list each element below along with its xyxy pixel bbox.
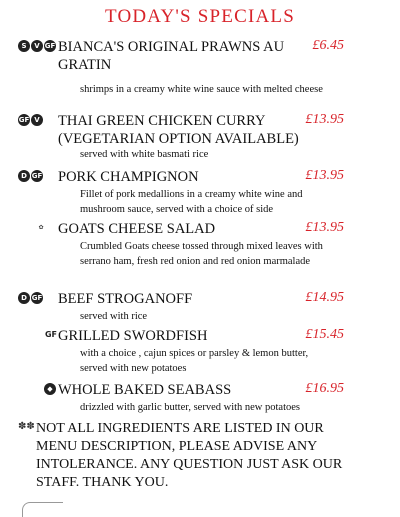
item-price: £15.45 (305, 327, 344, 342)
allergen-note-icon: ✽✽ (18, 421, 35, 432)
item-description: shrimps in a creamy white wine sauce with melted cheese (80, 84, 323, 95)
item-description: served with white basmati rice (80, 149, 209, 160)
allergen-note: NOT ALL INGREDIENTS ARE LISTED IN OUR MENU DESCRIPTION, PLEASE ADVISE ANY INTOLERANCE. ANY QUESTION JUST ASK OUR STAFF. THANK YOU. (36, 421, 343, 490)
item-description: Fillet of pork medallions in a creamy white wine and mushroom sauce, served with a choice of side (80, 189, 303, 215)
fish-icon: ◆ (44, 383, 56, 395)
item-description: with a choice , cajun spices or parsley & lemon butter, served with new potatoes (80, 348, 309, 374)
item-name: BIANCA'S ORIGINAL PRAWNS AU GRATIN (58, 39, 285, 73)
gluten-free-icon: GF (31, 294, 43, 302)
item-name: GOATS CHEESE SALAD (58, 221, 216, 237)
restaurant-logo (22, 502, 63, 517)
item-name: GRILLED SWORDFISH (58, 328, 208, 344)
item-description: Crumbled Goats cheese tossed through mixed leaves with serrano ham, fresh red onion and red onion marmalade (80, 241, 323, 267)
vegetarian-icon: V (31, 114, 43, 126)
dairy-icon: D (18, 170, 30, 182)
item-name: BEEF STROGANOFF (58, 291, 193, 307)
item-description: served with rice (80, 311, 148, 322)
page-title: TODAY'S SPECIALS (105, 6, 295, 27)
item-name: PORK CHAMPIGNON (58, 169, 199, 185)
vegetarian-icon: V (31, 40, 43, 52)
gluten-free-icon: GF (44, 330, 58, 339)
dairy-icon: D (18, 292, 30, 304)
item-name: THAI GREEN CHICKEN CURRY (VEGETARIAN OPTION AVAILABLE) (58, 113, 299, 147)
logo-icon: ✿ (38, 224, 44, 231)
item-description: drizzled with garlic butter, served with new potatoes (80, 402, 301, 413)
item-price: £16.95 (305, 381, 344, 396)
item-price: £13.95 (305, 220, 344, 235)
shellfish-icon: S (18, 40, 30, 52)
item-name: WHOLE BAKED SEABASS (58, 382, 232, 398)
item-price: £6.45 (312, 38, 344, 53)
item-price: £13.95 (305, 112, 344, 127)
gluten-free-icon: GF (31, 172, 43, 180)
gluten-free-icon: GF (44, 42, 56, 50)
item-price: £14.95 (305, 290, 344, 305)
item-price: £13.95 (305, 168, 344, 183)
gluten-free-icon: GF (18, 116, 30, 124)
